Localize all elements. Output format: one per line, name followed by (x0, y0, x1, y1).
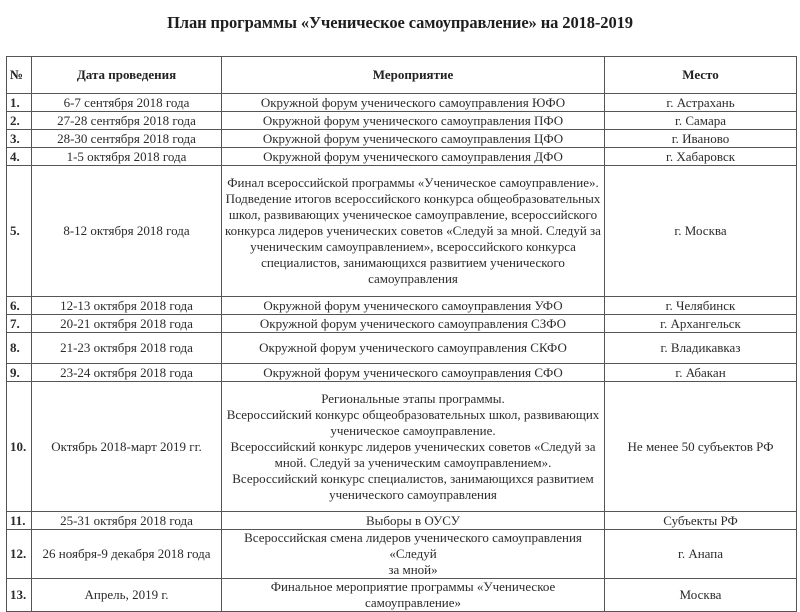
event-text-line: Окружной форум ученического самоуправления СФО (263, 364, 563, 380)
row-place: г. Анапа (605, 530, 797, 579)
row-date: 23-24 октября 2018 года (32, 364, 222, 382)
event-text-line: конкурса лидеров ученических советов «Следуй за мной. Следуй за (225, 223, 601, 238)
event-text-line: Всероссийский конкурс специалистов, занимающихся развитием (232, 470, 594, 486)
row-event (222, 166, 605, 297)
row-place: Не менее 50 субъектов РФ (605, 382, 797, 512)
row-number: 10. (7, 382, 32, 512)
table-row (7, 364, 797, 382)
row-event (222, 94, 605, 112)
table-row (7, 530, 797, 579)
row-date: 12-13 октября 2018 года (32, 297, 222, 315)
row-number: 9. (7, 364, 32, 382)
event-text-line: ученическим самоуправлением», всероссийского конкурса (250, 239, 576, 254)
event-text-line: Выборы в ОУСУ (366, 512, 460, 528)
row-date: 1-5 октября 2018 года (32, 148, 222, 166)
row-number: 11. (7, 512, 32, 530)
table-row (7, 148, 797, 166)
row-number: 1. (7, 94, 32, 112)
table-row (7, 166, 797, 297)
event-text-line: Всероссийский конкурс общеобразовательных школ, развивающих (226, 406, 600, 422)
table-row (7, 333, 797, 364)
row-event (222, 530, 605, 579)
event-text-line: Окружной форум ученического самоуправления ЮФО (260, 94, 566, 110)
table-row (7, 297, 797, 315)
row-place: Москва (605, 579, 797, 612)
row-place: г. Хабаровск (605, 148, 797, 166)
row-date: Апрель, 2019 г. (32, 579, 222, 612)
row-date: 6-7 сентября 2018 года (32, 94, 222, 112)
event-text-line: Всероссийская смена лидеров ученического самоуправления «Следуй (244, 530, 582, 561)
row-event (222, 130, 605, 148)
row-date: 20-21 октября 2018 года (32, 315, 222, 333)
header-number: № (7, 57, 32, 94)
event-text-line: Окружной форум ученического самоуправления ЦФО (262, 130, 564, 146)
row-date: 26 ноября-9 декабря 2018 года (32, 530, 222, 579)
event-text-line: специалистов, занимающихся развитием ученического (261, 255, 565, 270)
row-date: 27-28 сентября 2018 года (32, 112, 222, 130)
row-date: 21-23 октября 2018 года (32, 333, 222, 364)
row-number: 8. (7, 333, 32, 364)
row-number: 5. (7, 166, 32, 297)
row-event (222, 364, 605, 382)
row-place: г. Челябинск (605, 297, 797, 315)
table-header-row (7, 57, 797, 94)
row-number: 12. (7, 530, 32, 579)
table-row (7, 315, 797, 333)
event-text-line: Окружной форум ученического самоуправления СКФО (259, 340, 567, 355)
event-text-line: Финальное мероприятие программы «Ученическое самоуправление» (270, 579, 556, 610)
row-place: г. Самара (605, 112, 797, 130)
row-number: 4. (7, 148, 32, 166)
header-place: Место (605, 57, 797, 94)
row-number: 2. (7, 112, 32, 130)
row-place: г. Владикавказ (605, 333, 797, 364)
row-date: Октябрь 2018-март 2019 гг. (32, 382, 222, 512)
event-text-line: Региональные этапы программы. (321, 390, 505, 406)
event-text-line: Окружной форум ученического самоуправления ДФО (263, 148, 563, 164)
row-place: Субъекты РФ (605, 512, 797, 530)
row-number: 7. (7, 315, 32, 333)
row-place: г. Архангельск (605, 315, 797, 333)
event-text-line: Финал всероссийской программы «Ученическое самоуправление». (227, 175, 599, 190)
event-text-line: ученического самоуправления (329, 486, 497, 502)
event-text-line: Окружной форум ученического самоуправления УФО (263, 297, 563, 313)
program-plan-table (6, 56, 797, 612)
event-text-line: Всероссийский конкурс лидеров ученических советов «Следуй за (230, 438, 596, 454)
row-event (222, 512, 605, 530)
row-event (222, 579, 605, 612)
table-body (7, 94, 797, 612)
table-row (7, 130, 797, 148)
event-text-line: за мной» (388, 562, 438, 577)
table-row (7, 579, 797, 612)
row-number: 6. (7, 297, 32, 315)
row-number: 13. (7, 579, 32, 612)
row-place: г. Абакан (605, 364, 797, 382)
row-event (222, 112, 605, 130)
document-title: План программы «Ученическое самоуправление» на 2018-2019 (167, 13, 633, 32)
event-text-line: самоуправления (368, 271, 458, 286)
row-event (222, 148, 605, 166)
row-event (222, 315, 605, 333)
table-row (7, 112, 797, 130)
row-number: 3. (7, 130, 32, 148)
event-text-line: Окружной форум ученического самоуправления ПФО (262, 112, 564, 128)
row-event (222, 297, 605, 315)
table-row (7, 94, 797, 112)
event-text-line: школ, развивающих ученическое самоуправление, всероссийского (228, 207, 598, 222)
header-date: Дата проведения (32, 57, 222, 94)
row-place: г. Москва (605, 166, 797, 297)
row-place: г. Астрахань (605, 94, 797, 112)
row-date: 28-30 сентября 2018 года (32, 130, 222, 148)
row-date: 8-12 октября 2018 года (32, 166, 222, 297)
table-row (7, 382, 797, 512)
event-text-line: мной. Следуй за ученическим самоуправлением». (274, 454, 552, 470)
row-place: г. Иваново (605, 130, 797, 148)
event-text-line: Подведение итогов всероссийского конкурса общеобразовательных (225, 191, 601, 206)
row-event (222, 382, 605, 512)
header-event: Мероприятие (222, 57, 605, 94)
event-text-line: ученическое самоуправление. (330, 422, 496, 438)
table-row (7, 512, 797, 530)
row-date: 25-31 октября 2018 года (32, 512, 222, 530)
event-text-line: Окружной форум ученического самоуправления СЗФО (259, 315, 567, 331)
row-event (222, 333, 605, 364)
